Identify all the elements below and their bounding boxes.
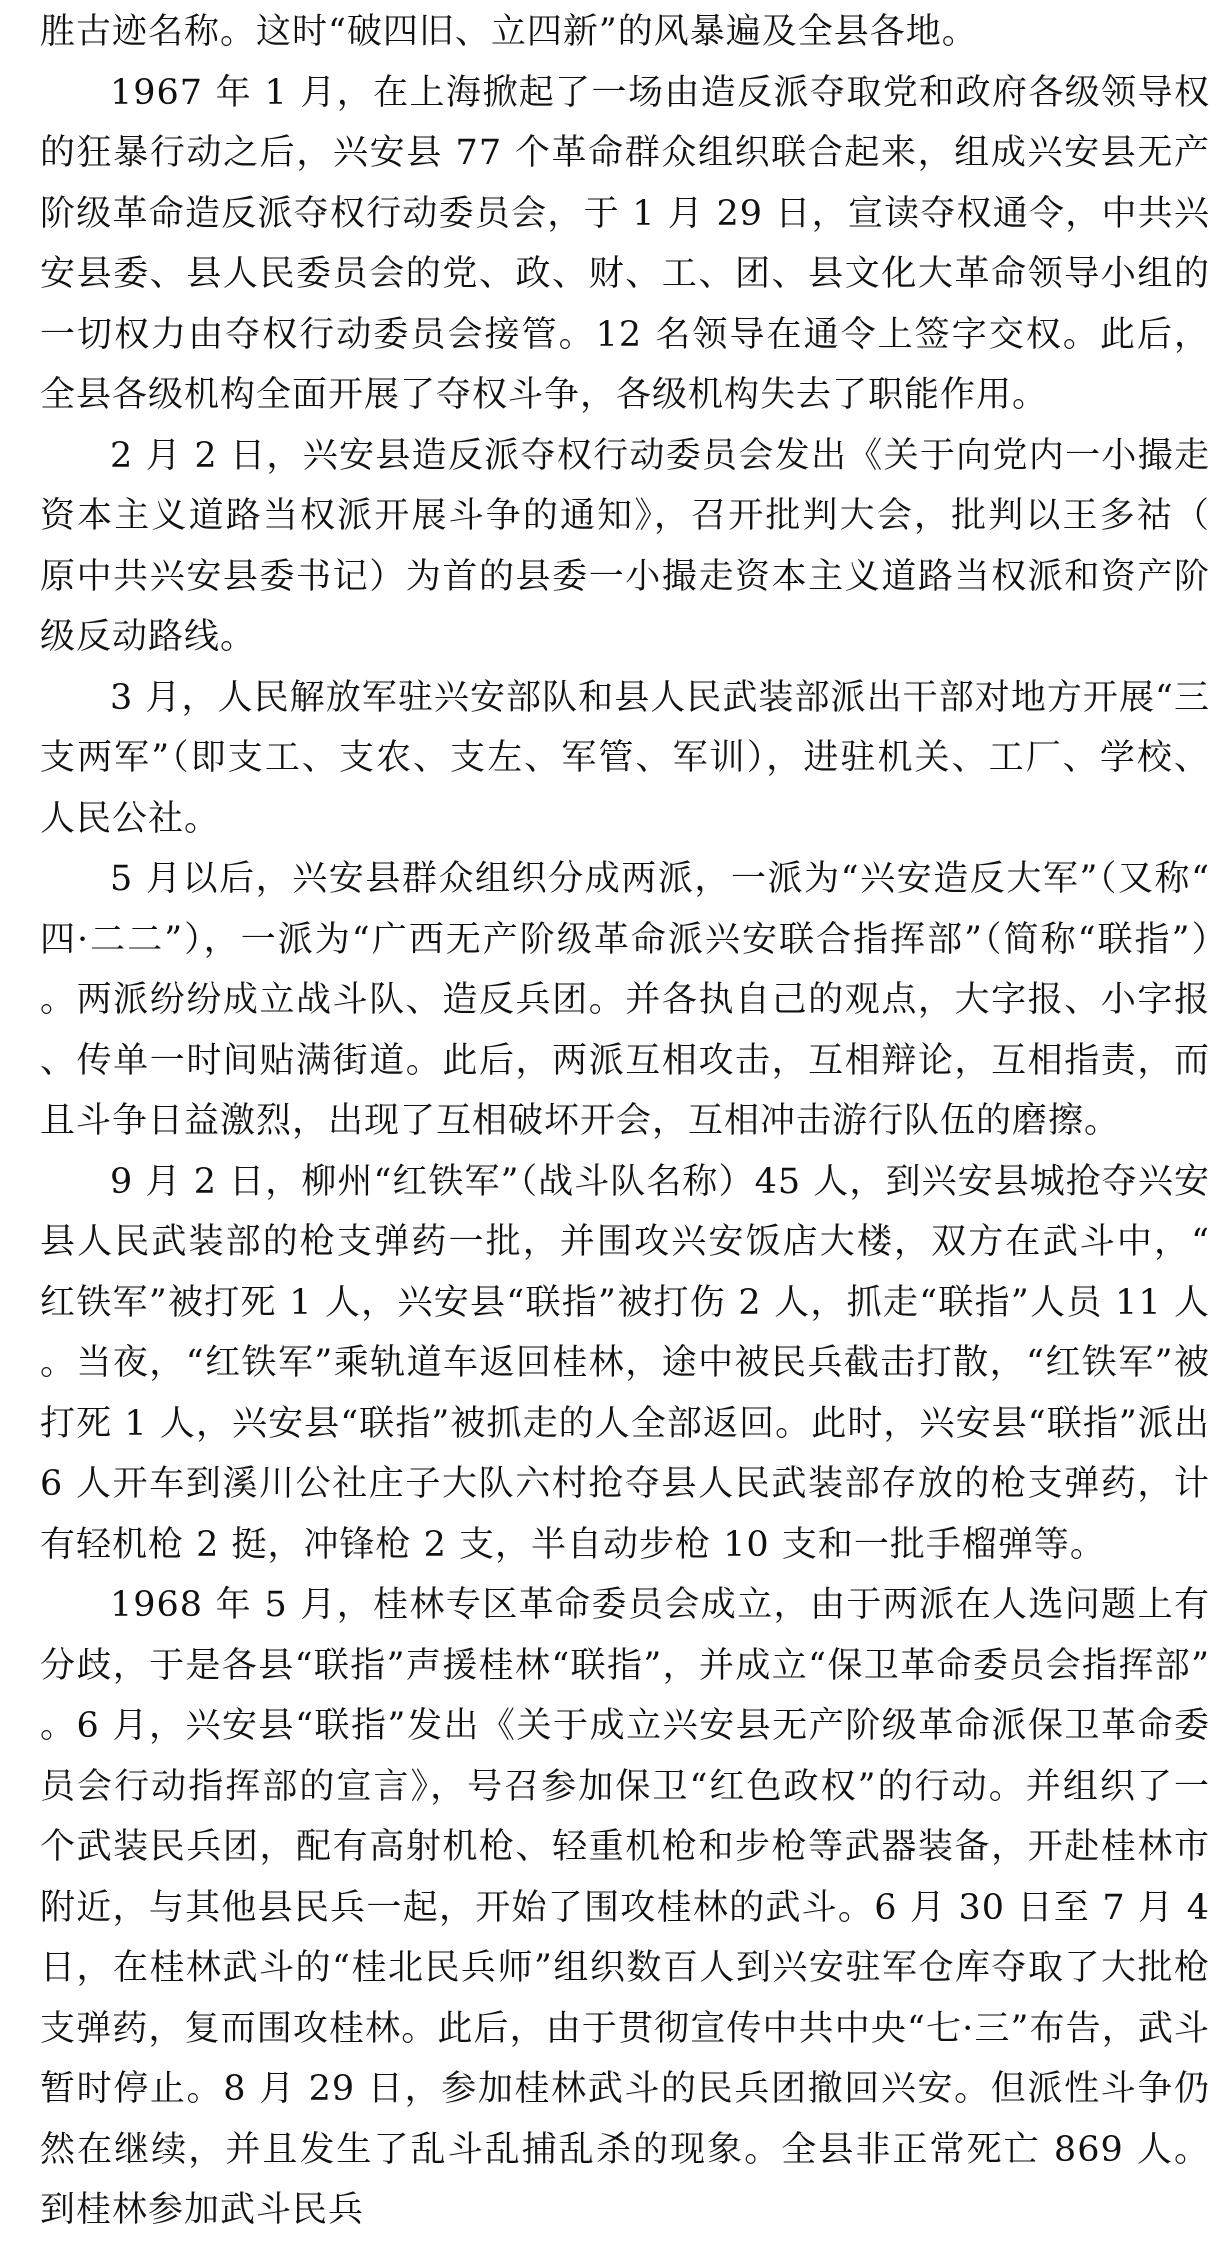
paragraph-after-may: 5 月以后，兴安县群众组织分成两派，一派为“兴安造反大军”（又称“四·二二”），一派为“广西无产阶级革命派兴安联合指挥部”（简称“联指”）。两派纷纷成立战斗队、造反兵团。并各执自己的观点，大字报、小字报、传单一时间贴满街道。此后，两派互相攻击，互相辩论，互相指责，而且斗争日益激烈，出现了互相破坏开会，互相冲击游行队伍的磨擦。 xyxy=(40,859,1210,1141)
paragraph-sep-2: 9 月 2 日，柳州“红铁军”（战斗队名称）45 人，到兴安县城抢夺兴安县人民武装部的枪支弹药一批，并围攻兴安饭店大楼，双方在武斗中，“红铁军”被打死 1 人，兴安县“联指”被打伤 2 人，抓走“联指”人员 11 人。当夜，“红铁军”乘轨道车返回桂林，途中被民兵截击打散，“红铁军”被打死 1 人，兴安县“联指”被抓走的人全部返回。此时，兴安县“联指”派出 6 人开车到溪川公社庄子大队六村抢夺县人民武装部存放的枪支弹药，计有轻机枪 2 挺，冲锋枪 2 支，半自动步枪 10 支和一批手榴弹等。 xyxy=(40,1161,1210,1565)
paragraph-continued: 胜古迹名称。这时“破四旧、立四新”的风暴遍及全县各地。 xyxy=(40,12,978,52)
paragraph-1968-may: 1968 年 5 月，桂林专区革命委员会成立，由于两派在人选问题上有分歧，于是各县“联指”声援桂林“联指”，并成立“保卫革命委员会指挥部”。6 月，兴安县“联指”发出《关于成立兴安县无产阶级革命派保卫革命委员会行动指挥部的宣言》，号召参加保卫“红色政权”的行动。并组织了一个武装民兵团，配有高射机枪、轻重机枪和步枪等武器装备，开赴桂林市附近，与其他县民兵一起，开始了围攻桂林的武斗。6 月 30 日至 7 月 4 日，在桂林武斗的“桂北民兵师”组织数百人到兴安驻军仓库夺取了大批枪支弹药，复而围攻桂林。此后，由于贯彻宣传中共中央“七·三”布告，武斗暂时停止。8 月 29 日，参加桂林武斗的民兵团撤回兴安。但派性斗争仍然在继续，并且发生了乱斗乱捕乱杀的现象。全县非正常死亡 869 人。到桂林参加武斗民兵 xyxy=(40,1585,1210,2230)
paragraph-march: 3 月，人民解放军驻兴安部队和县人民武装部派出干部对地方开展“三支两军”（即支工、支农、支左、军管、军训），进驻机关、工厂、学校、人民公社。 xyxy=(40,677,1210,839)
paragraph-1967-jan: 1967 年 1 月，在上海掀起了一场由造反派夺取党和政府各级领导权的狂暴行动之后，兴安县 77 个革命群众组织联合起来，组成兴安县无产阶级革命造反派夺权行动委员会，于 1 月 29 日，宣读夺权通令，中共兴安县委、县人民委员会的党、政、财、工、团、县文化大革命领导小组的一切权力由夺权行动委员会接管。12 名领导在通令上签字交权。此后，全县各级机构全面开展了夺权斗争，各级机构失去了职能作用。 xyxy=(40,72,1210,415)
document-body xyxy=(40,2,1210,2241)
paragraph-feb-2: 2 月 2 日，兴安县造反派夺权行动委员会发出《关于向党内一小撮走资本主义道路当权派开展斗争的通知》，召开批判大会，批判以王多祜（原中共兴安县委书记）为首的县委一小撮走资本主义道路当权派和资产阶级反动路线。 xyxy=(40,435,1210,657)
